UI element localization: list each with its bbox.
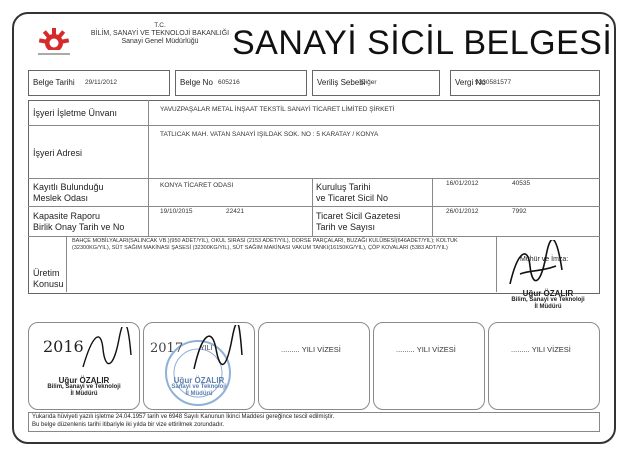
row-divider [28,125,600,126]
belge-tarihi-box [28,70,170,96]
main-signature-line2: İl Müdürü [534,304,562,310]
visa-2017-name: Uğur ÖZALIR [173,376,225,385]
main-signature-line1: Bilim, Sanayi ve Teknoloji [511,297,585,303]
uretim-label-2: Konusu [33,279,64,289]
vergi-no-value: 9330581577 [475,79,512,86]
col-divider [66,236,67,292]
ministry-header [80,22,240,46]
footer-line2: Bu belge düzenlenis tarihi itibariyle iki yılda bir vize ettirilmek zorundadır. [32,422,225,428]
imza-label: Mühür ve İmza: [520,256,569,263]
col-divider [148,100,149,236]
vergi-no-label: Vergi No [455,78,486,87]
row-divider [28,236,600,237]
kapasite-no: 22421 [226,208,245,215]
visa-box-2016 [28,322,140,410]
visa-2017-line1: Sanayi ve Teknoloji [171,384,227,390]
department-name: Sanayi Genel Müdürlüğü [121,38,199,45]
ministry-name: BİLİM, SANAYİ VE TEKNOLOJİ BAKANLIĞI [90,30,230,37]
visa-2016-signature-block [33,377,135,398]
unvan-value: YAVUZPAŞALAR METAL İNŞAAT TEKSTİL SANAYİ TİCARET LİMİTED ŞİRKETİ [160,106,395,113]
oda-label-2: Meslek Odası [33,193,89,203]
uretim-label-1: Üretim [33,268,60,278]
col-divider [312,178,313,236]
col-divider [432,178,433,236]
belge-tarihi-value: 29/11/2012 [85,79,118,86]
main-signature-block [502,290,594,311]
belge-no-label: Belge No [180,78,213,87]
visa-2016-year: 2016 [43,337,84,356]
kurulus-label-2: ve Ticaret Sicil No [316,193,389,203]
oda-label-1: Kayıtlı Bulunduğu [33,182,104,192]
visa-2017-signature-icon [190,325,246,375]
kurulus-no: 40535 [512,180,531,187]
row-divider [28,206,600,207]
visa-2016-name: Uğur ÖZALIR [58,376,110,385]
footer-line1: Yukarıda hüviyeti yazılı işletme 24.04.1957 tarih ve 6948 Sayılı Kanunun İkinci Maddesi gereğince tescil edilmiştir. [32,414,335,420]
kurulus-label-1: Kuruluş Tarihi [316,182,371,192]
gazete-label-1: Ticaret Sicil Gazetesi [316,211,401,221]
unvan-label: İşyeri İşletme Ünvanı [33,108,118,118]
uretim-value: BAHÇE MOBİLYALARI(SALINCAK VB.)(950 ADET/YIL), OKUL SIRASI (2153 ADET/YIL), DORSE PARÇALARI, BUZAĞI KULÜBESİ(646ADET/YIL); KOLTUK (32300KG/YIL), SÜT SAĞIM MAKİNASI ŞASESİ (32300KG/YIL), SÜT SAĞIM MAKİNASI VAKUM TANKI(16150KG/YIL), ÇÖP KOVALARI (5383 ADT/YIL) [72,238,458,251]
visa-box-empty [373,322,485,410]
ministry-logo-icon [34,26,74,58]
col-divider [496,236,497,292]
belge-tarihi-label: Belge Tarihi [33,78,75,87]
verilis-sebebi-label: Veriliş Sebebi [317,78,366,87]
visa-box-2017 [143,322,255,410]
visa-box-empty [488,322,600,410]
visa-2017-year: 2017 [150,341,184,356]
visa-box-empty [258,322,370,410]
row-divider [28,178,600,179]
gazete-label-2: Tarih ve Sayısı [316,222,376,232]
adres-value: TATLICAK MAH. VATAN SANAYİ IŞILDAK SOK. NO : 5 KARATAY / KONYA [160,131,379,138]
signature-icon [500,240,570,292]
belge-no-box [175,70,307,96]
main-signature-name: Uğur ÖZALIR [522,289,574,298]
visa-2016-line2: İl Müdürü [70,391,98,397]
visa-2017-line2: İl Müdürü [185,391,213,397]
kapasite-label-1: Kapasite Raporu [33,211,101,221]
visa-empty-label: ......... YILI VİZESİ [511,345,571,354]
tc-label: T.C. [154,22,166,29]
visa-2016-line1: Bilim, Sanayi ve Teknoloji [47,384,121,390]
document-title: SANAYİ SİCİL BELGESİ [232,24,613,62]
visa-2017-signature-block [148,377,250,398]
verilis-sebebi-box [312,70,440,96]
visa-2017-yili: YILI [200,345,213,352]
belge-no-value: 605216 [218,79,240,86]
visa-empty-label: ......... YILI VİZESİ [281,345,341,354]
kapasite-label-2: Birlik Onay Tarih ve No [33,222,125,232]
gazete-tarih: 26/01/2012 [446,208,479,215]
gazete-no: 7992 [512,208,527,215]
visa-empty-label: ......... YILI VİZESİ [396,345,456,354]
verilis-sebebi-value: Diğer [361,79,377,86]
oda-value: KONYA TİCARET ODASI [160,182,234,189]
vergi-no-box [450,70,600,96]
visa-2016-signature-icon [79,327,135,373]
adres-label: İşyeri Adresi [33,148,83,158]
kurulus-tarih: 16/01/2012 [446,180,479,187]
kapasite-tarih: 19/10/2015 [160,208,193,215]
